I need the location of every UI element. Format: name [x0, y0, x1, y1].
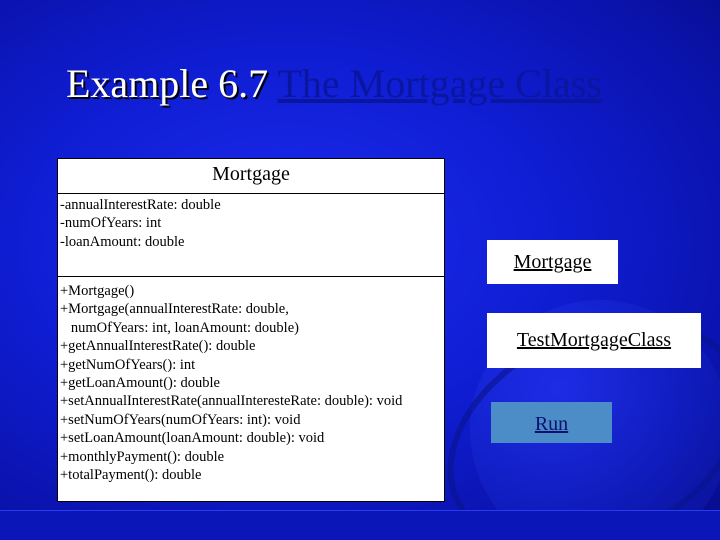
uml-attribute: -numOfYears: int — [60, 215, 162, 232]
uml-method: +getAnnualInterestRate(): double — [60, 338, 256, 355]
uml-method: +setLoanAmount(loanAmount: double): void — [60, 430, 325, 447]
uml-method: +setAnnualInterestRate(annualInteresteRate: double): void — [60, 393, 403, 410]
uml-method: +Mortgage() — [60, 283, 135, 299]
title-prefix: Example 6.7 — [66, 61, 278, 106]
uml-method: +monthlyPayment(): double — [60, 448, 225, 465]
uml-method: +totalPayment(): double — [60, 467, 202, 484]
uml-method: +getNumOfYears(): int — [60, 356, 196, 373]
uml-methods — [58, 277, 444, 484]
uml-class-name: Mortgage — [58, 159, 444, 194]
uml-method: +setNumOfYears(numOfYears: int): void — [60, 411, 301, 428]
uml-attribute: -annualInterestRate: double — [60, 197, 221, 213]
uml-method: +Mortgage(annualInterestRate: double, — [60, 301, 289, 318]
uml-attribute: -loanAmount: double — [60, 233, 185, 250]
bottom-bar — [0, 510, 720, 540]
run-button[interactable]: Run — [491, 402, 612, 443]
mortgage-link-button[interactable]: Mortgage — [487, 240, 618, 284]
test-mortgage-class-link-button[interactable]: TestMortgageClass — [487, 313, 701, 368]
uml-method: +getLoanAmount(): double — [60, 375, 220, 392]
slide-title — [66, 60, 602, 107]
uml-class-diagram — [57, 158, 445, 502]
title-link[interactable]: The Mortgage Class — [277, 61, 602, 106]
uml-attributes — [58, 194, 444, 277]
uml-method: numOfYears: int, loanAmount: double) — [60, 319, 299, 336]
